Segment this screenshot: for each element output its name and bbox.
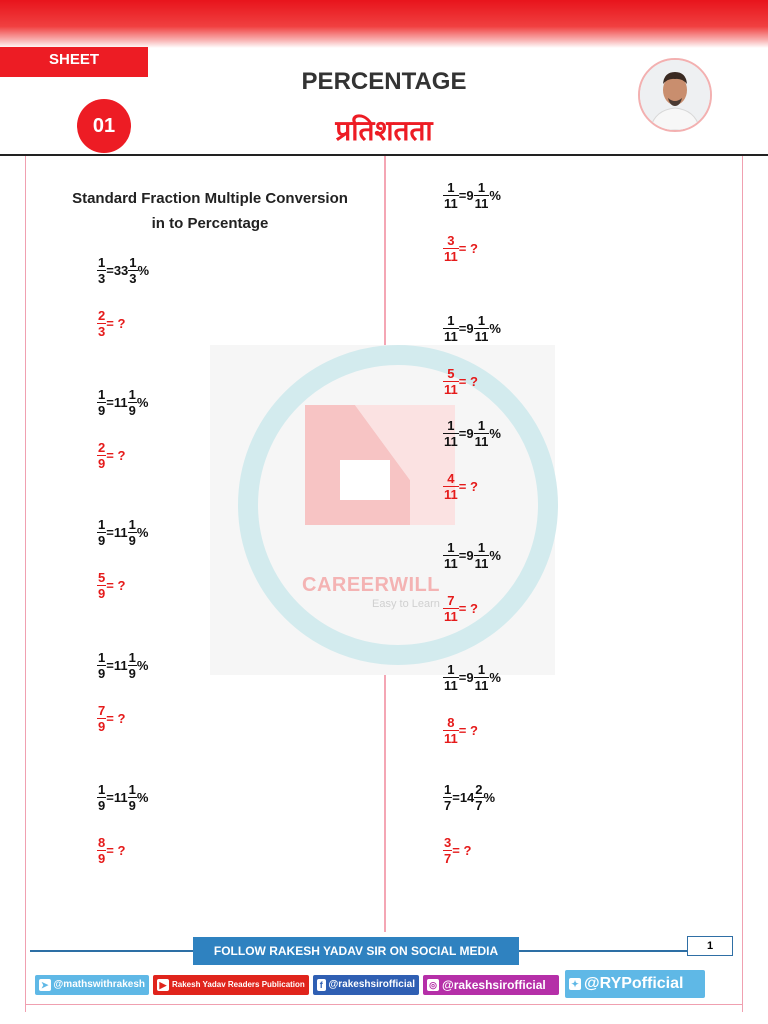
left-conversion-3 [97, 517, 148, 548]
page-border-right [742, 156, 743, 1012]
left-base-fraction-denominator: 9 [98, 666, 106, 681]
left-ask-fraction-numerator: 7 [98, 703, 106, 718]
left-remainder-fraction-numerator: 1 [128, 650, 136, 665]
right-base-fraction-denominator: 11 [444, 329, 458, 344]
left-remainder-fraction-numerator: 1 [128, 387, 136, 402]
right-ask-fraction-denominator: 7 [444, 851, 452, 866]
left-question-mark: = ? [106, 578, 126, 593]
heading-line-1: Standard Fraction Multiple Conversion [72, 190, 348, 207]
left-ask-fraction [97, 835, 106, 866]
right-percent-sign: % [489, 548, 501, 563]
social-label: @mathswithrakesh [53, 979, 145, 990]
watermark-logo-icon [300, 400, 460, 530]
right-question-1 [443, 233, 478, 264]
left-ask-fraction-denominator: 9 [98, 851, 106, 866]
right-ask-fraction [443, 366, 459, 397]
social-label: @rakeshsirofficial [328, 979, 415, 990]
right-remainder-fraction-numerator: 1 [477, 418, 486, 433]
left-base-fraction-numerator: 1 [98, 387, 106, 402]
right-percent-sign: % [483, 790, 496, 805]
left-base-fraction-numerator: 1 [98, 650, 106, 665]
youtube-icon: ▶ [157, 979, 169, 991]
right-whole-part: 9 [466, 548, 474, 563]
right-whole-part: 9 [466, 426, 474, 441]
right-percent-sign: % [489, 426, 501, 441]
left-question-3 [97, 570, 125, 601]
right-remainder-fraction-denominator: 11 [474, 556, 489, 571]
social-link-4[interactable] [423, 975, 559, 995]
right-whole-part: 9 [466, 321, 474, 336]
left-remainder-fraction-numerator: 1 [129, 255, 137, 270]
left-question-mark: = ? [106, 711, 126, 726]
left-base-fraction-denominator: 9 [98, 403, 106, 418]
left-base-fraction [97, 517, 106, 548]
right-remainder-fraction-numerator: 1 [477, 662, 486, 677]
left-remainder-fraction-numerator: 1 [128, 517, 136, 532]
right-question-mark: = ? [458, 723, 478, 738]
right-conversion-4 [443, 540, 501, 571]
left-question-2 [97, 440, 125, 471]
left-conversion-5 [97, 782, 148, 813]
right-remainder-fraction [474, 782, 483, 813]
social-label: @rakeshsirofficial [442, 978, 546, 992]
right-remainder-fraction-numerator: 2 [475, 782, 483, 797]
right-ask-fraction [443, 233, 459, 264]
telegram-icon: ➤ [41, 980, 49, 990]
right-base-fraction-numerator: 1 [447, 313, 455, 328]
right-base-fraction-numerator: 1 [447, 662, 455, 677]
left-equals: = [106, 658, 114, 673]
right-ask-fraction-numerator: 4 [447, 471, 455, 486]
left-question-mark: = ? [106, 316, 126, 331]
left-whole-part: 11 [113, 790, 128, 805]
left-whole-part: 11 [113, 395, 128, 410]
left-remainder-fraction [128, 387, 137, 418]
watermark-tagline: Easy to Learn [372, 598, 440, 610]
left-remainder-fraction-denominator: 9 [128, 798, 136, 813]
right-remainder-fraction-denominator: 11 [474, 196, 489, 211]
social-link-5[interactable] [565, 970, 705, 998]
right-ask-fraction-numerator: 3 [447, 233, 455, 248]
page-border-left [25, 156, 26, 1012]
left-ask-fraction-denominator: 9 [98, 719, 106, 734]
left-percent-sign: % [137, 263, 150, 278]
page-number: 1 [687, 936, 733, 956]
right-question-mark: = ? [458, 479, 478, 494]
left-ask-fraction-denominator: 9 [98, 456, 106, 471]
right-ask-fraction-numerator: 7 [447, 593, 455, 608]
left-base-fraction [97, 782, 106, 813]
left-question-mark: = ? [106, 448, 126, 463]
right-conversion-6 [443, 782, 495, 813]
right-remainder-fraction [474, 313, 490, 344]
sheet-label: SHEET [0, 47, 148, 77]
right-ask-fraction-denominator: 11 [444, 487, 458, 502]
right-conversion-3 [443, 418, 501, 449]
left-remainder-fraction [128, 650, 137, 681]
right-remainder-fraction-numerator: 1 [477, 313, 486, 328]
right-base-fraction-denominator: 11 [444, 678, 458, 693]
right-remainder-fraction [474, 540, 490, 571]
social-link-2[interactable] [153, 975, 309, 995]
left-question-5 [97, 835, 125, 866]
left-conversion-1 [97, 255, 149, 286]
right-base-fraction [443, 418, 459, 449]
left-ask-fraction [97, 308, 106, 339]
author-avatar [638, 58, 712, 132]
left-whole-part: 11 [113, 658, 128, 673]
left-whole-part: 33 [113, 263, 129, 278]
right-ask-fraction [443, 471, 459, 502]
right-base-fraction [443, 540, 459, 571]
left-base-fraction [97, 255, 106, 286]
social-link-1[interactable] [35, 975, 149, 995]
right-remainder-fraction-denominator: 11 [474, 434, 489, 449]
right-remainder-fraction [474, 180, 490, 211]
right-percent-sign: % [489, 188, 501, 203]
right-ask-fraction-denominator: 11 [444, 731, 458, 746]
social-label: @RYPofficial [584, 975, 684, 992]
left-base-fraction-numerator: 1 [98, 255, 106, 270]
social-label: Rakesh Yadav Readers Publication [172, 980, 305, 989]
left-equals: = [106, 263, 114, 278]
person-icon [640, 60, 710, 130]
header-band [0, 0, 768, 48]
left-ask-fraction [97, 703, 106, 734]
right-base-fraction-numerator: 1 [444, 782, 452, 797]
left-ask-fraction [97, 440, 106, 471]
right-base-fraction [443, 782, 452, 813]
right-base-fraction-denominator: 11 [444, 196, 458, 211]
right-conversion-1 [443, 180, 501, 211]
right-base-fraction-denominator: 11 [444, 434, 458, 449]
twitter-icon: ✦ [569, 978, 581, 990]
left-ask-fraction-numerator: 2 [98, 440, 106, 455]
right-base-fraction [443, 662, 459, 693]
right-equals: = [458, 321, 467, 336]
right-equals: = [458, 188, 467, 203]
watermark-brand: CAREERWILL [302, 574, 440, 596]
left-question-4 [97, 703, 125, 734]
left-base-fraction-numerator: 1 [98, 517, 106, 532]
right-question-mark: = ? [458, 241, 478, 256]
left-percent-sign: % [136, 395, 149, 410]
left-equals: = [106, 525, 114, 540]
right-remainder-fraction [474, 418, 490, 449]
left-remainder-fraction-denominator: 9 [128, 666, 136, 681]
right-question-mark: = ? [452, 843, 472, 858]
right-question-4 [443, 593, 478, 624]
left-ask-fraction-denominator: 9 [98, 586, 106, 601]
right-conversion-5 [443, 662, 501, 693]
left-base-fraction-denominator: 9 [98, 533, 106, 548]
left-ask-fraction-denominator: 3 [98, 324, 106, 339]
right-remainder-fraction-denominator: 11 [474, 329, 489, 344]
right-equals: = [452, 790, 460, 805]
left-equals: = [106, 790, 114, 805]
right-question-5 [443, 715, 478, 746]
instagram-icon: ◎ [427, 979, 439, 991]
left-conversion-4 [97, 650, 148, 681]
right-percent-sign: % [489, 670, 501, 685]
left-remainder-fraction-denominator: 9 [128, 403, 136, 418]
right-base-fraction-numerator: 1 [447, 418, 455, 433]
right-base-fraction-numerator: 1 [447, 540, 455, 555]
left-base-fraction-denominator: 3 [98, 271, 106, 286]
right-equals: = [458, 426, 467, 441]
left-ask-fraction-numerator: 8 [98, 835, 106, 850]
page-title-hindi: प्रतिशतता [335, 114, 433, 147]
right-base-fraction-denominator: 11 [444, 556, 458, 571]
right-question-2 [443, 366, 478, 397]
right-equals: = [458, 670, 467, 685]
left-base-fraction [97, 650, 106, 681]
right-question-6 [443, 835, 471, 866]
left-remainder-fraction [128, 782, 137, 813]
left-remainder-fraction-denominator: 3 [129, 271, 137, 286]
sheet-number-badge: 01 [77, 99, 131, 153]
right-question-3 [443, 471, 478, 502]
right-base-fraction-numerator: 1 [447, 180, 455, 195]
right-remainder-fraction-numerator: 1 [477, 540, 486, 555]
right-ask-fraction [443, 715, 459, 746]
social-link-3[interactable] [313, 975, 419, 995]
left-percent-sign: % [136, 658, 149, 673]
left-equals: = [106, 395, 114, 410]
left-base-fraction-denominator: 9 [98, 798, 106, 813]
page-border-bottom [25, 1004, 743, 1005]
right-ask-fraction [443, 835, 452, 866]
right-question-mark: = ? [458, 601, 478, 616]
left-remainder-fraction-denominator: 9 [128, 533, 136, 548]
right-ask-fraction-numerator: 5 [447, 366, 455, 381]
right-whole-part: 9 [466, 188, 474, 203]
facebook-icon: f [317, 979, 326, 991]
right-ask-fraction-numerator: 8 [447, 715, 455, 730]
left-remainder-fraction-numerator: 1 [128, 782, 136, 797]
right-ask-fraction-denominator: 11 [444, 249, 458, 264]
right-whole-part: 14 [459, 790, 475, 805]
right-remainder-fraction-numerator: 1 [477, 180, 486, 195]
right-remainder-fraction-denominator: 11 [474, 678, 489, 693]
left-conversion-2 [97, 387, 148, 418]
page-title: PERCENTAGE [301, 68, 467, 95]
right-ask-fraction-denominator: 11 [444, 382, 458, 397]
right-remainder-fraction [474, 662, 490, 693]
left-whole-part: 11 [113, 525, 128, 540]
left-base-fraction [97, 387, 106, 418]
right-conversion-2 [443, 313, 501, 344]
right-percent-sign: % [489, 321, 501, 336]
right-remainder-fraction-denominator: 7 [475, 798, 483, 813]
left-percent-sign: % [136, 790, 149, 805]
heading-line-2: in to Percentage [151, 215, 269, 232]
right-equals: = [458, 548, 467, 563]
footer-banner: FOLLOW RAKESH YADAV SIR ON SOCIAL MEDIA [193, 937, 519, 965]
right-base-fraction-denominator: 7 [444, 798, 452, 813]
right-ask-fraction-numerator: 3 [444, 835, 452, 850]
left-remainder-fraction [128, 255, 137, 286]
section-heading [40, 186, 380, 236]
right-base-fraction [443, 180, 459, 211]
left-remainder-fraction [128, 517, 137, 548]
left-base-fraction-numerator: 1 [98, 782, 106, 797]
left-question-1 [97, 308, 125, 339]
right-whole-part: 9 [466, 670, 474, 685]
right-ask-fraction-denominator: 11 [444, 609, 458, 624]
left-ask-fraction [97, 570, 106, 601]
left-percent-sign: % [136, 525, 149, 540]
left-ask-fraction-numerator: 5 [98, 570, 106, 585]
right-question-mark: = ? [458, 374, 478, 389]
right-ask-fraction [443, 593, 459, 624]
right-base-fraction [443, 313, 459, 344]
left-ask-fraction-numerator: 2 [98, 308, 106, 323]
left-question-mark: = ? [106, 843, 126, 858]
